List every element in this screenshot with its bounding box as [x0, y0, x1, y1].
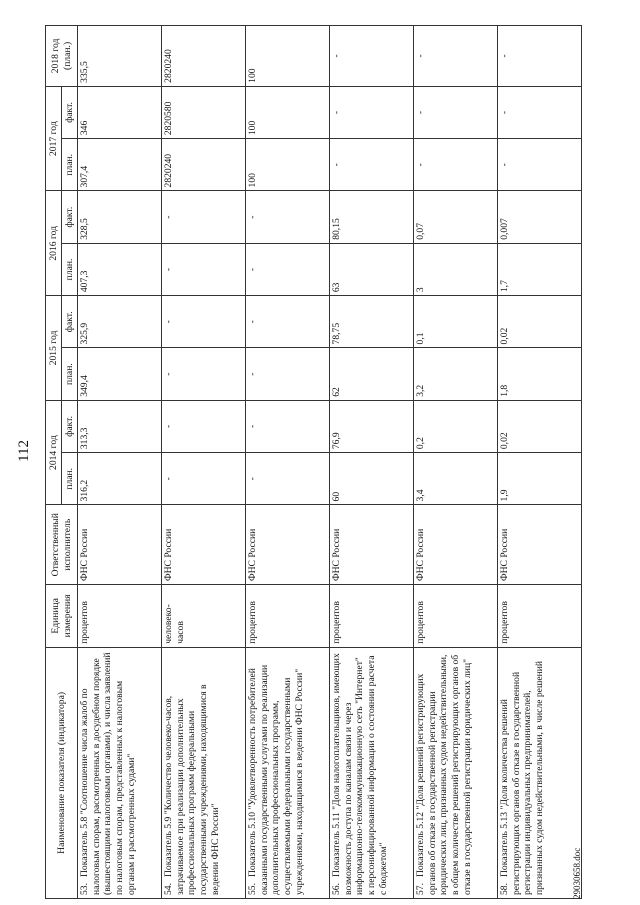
responsible-cell: ФНС России — [162, 505, 246, 585]
value-2016-fact: - — [246, 191, 330, 243]
responsible-cell: ФНС России — [246, 505, 330, 585]
value-2014-plan: - — [246, 453, 330, 505]
indicator-name — [414, 647, 498, 898]
unit-cell: процентов — [246, 584, 330, 647]
indicator-text: Показатель 5.13 "Доля количества решений регистрирующих органов об отказе в государственной регистрации индивидуальных предпринимателей, признанных судом недействительными, в числе решений — [499, 661, 546, 895]
value-2017-plan: - — [330, 139, 414, 191]
header-fact: факт. — [62, 296, 78, 348]
value-2014-fact: 313,3 — [78, 400, 162, 452]
value-2015-plan: - — [246, 348, 330, 400]
table-row — [498, 26, 582, 899]
value-2017-plan: - — [498, 139, 582, 191]
value-2014-plan: - — [162, 453, 246, 505]
header-fact: факт. — [62, 191, 78, 243]
header-plan: план. — [62, 453, 78, 505]
unit-cell: процентов — [330, 584, 414, 647]
value-2014-fact: 76,9 — [330, 400, 414, 452]
value-2018-plan: 2820240 — [162, 26, 246, 87]
row-number: 55. — [247, 883, 258, 895]
header-year-2016: 2016 год — [46, 191, 62, 296]
page-number: 112 — [16, 440, 32, 462]
value-2018-plan: - — [330, 26, 414, 87]
header-fact: факт. — [62, 86, 78, 138]
value-2015-plan: 1,8 — [498, 348, 582, 400]
responsible-cell: ФНС России — [414, 505, 498, 585]
value-2014-plan: 1,9 — [498, 453, 582, 505]
value-2016-fact: 80,15 — [330, 191, 414, 243]
value-2015-plan: 349,4 — [78, 348, 162, 400]
value-2016-plan: - — [162, 243, 246, 295]
table-row — [78, 26, 162, 899]
value-2016-plan: 1,7 — [498, 243, 582, 295]
row-number: 54. — [163, 883, 174, 895]
indicator-text: Показатель 5.11 "Доля налогоплательщиков, имеющих возможность доступа по каналам связи и через информационно-телекоммуникационную сеть "Интернет" к персонифицированной информации о состоянии расчета с бюджетом" — [331, 653, 389, 895]
unit-cell: процентов — [78, 584, 162, 647]
value-2014-fact: 0,02 — [498, 400, 582, 452]
value-2017-plan: 2820240 — [162, 139, 246, 191]
table-row — [330, 26, 414, 899]
value-2015-fact: 78,75 — [330, 296, 414, 348]
value-2014-plan: 60 — [330, 453, 414, 505]
unit-cell: процентов — [414, 584, 498, 647]
value-2016-fact: 328,5 — [78, 191, 162, 243]
value-2017-plan: 307,4 — [78, 139, 162, 191]
value-2017-fact: - — [498, 86, 582, 138]
value-2015-fact: - — [246, 296, 330, 348]
header-unit: Единица измерения — [46, 584, 78, 647]
value-2018-plan: - — [414, 26, 498, 87]
indicator-name — [498, 647, 582, 898]
indicators-table — [45, 25, 582, 899]
header-responsible: Ответственный исполнитель — [46, 505, 78, 585]
value-2018-plan: 100 — [246, 26, 330, 87]
value-2017-fact: - — [414, 86, 498, 138]
indicator-name — [162, 647, 246, 898]
indicator-name — [78, 647, 162, 898]
header-name: Наименование показателя (индикатора) — [46, 647, 78, 898]
header-fact: факт. — [62, 400, 78, 452]
value-2014-fact: - — [246, 400, 330, 452]
indicator-name — [330, 647, 414, 898]
file-name-footer: 29030658.doc — [572, 847, 582, 899]
header-year-2015: 2015 год — [46, 296, 62, 401]
value-2014-fact: 0,2 — [414, 400, 498, 452]
row-number: 57. — [415, 883, 426, 895]
value-2015-plan: 3,2 — [414, 348, 498, 400]
indicator-text: Показатель 5.12 "Доля решений регистрирующих органов об отказе в государственной регистрации юридических лиц, признанных судом недействительными, в общем количестве решений регистрирующих органов об отказе в государственной регистрации юридических лиц" — [415, 654, 473, 895]
value-2015-fact: 325,9 — [78, 296, 162, 348]
value-2017-fact: 2820580 — [162, 86, 246, 138]
value-2017-fact: 346 — [78, 86, 162, 138]
value-2014-fact: - — [162, 400, 246, 452]
responsible-cell: ФНС России — [498, 505, 582, 585]
value-2017-fact: - — [330, 86, 414, 138]
value-2018-plan: 335,5 — [78, 26, 162, 87]
value-2015-fact: 0,1 — [414, 296, 498, 348]
indicator-text: Показатель 5.9 "Количество человеко-часов, затрачиваемое при реализации дополнительных профессиональных программ федеральными государственными учреждениями, находящимися в ведении ФНС России" — [163, 684, 221, 895]
row-number: 58. — [499, 883, 510, 895]
header-year-2017: 2017 год — [46, 86, 62, 191]
value-2016-plan: 63 — [330, 243, 414, 295]
value-2015-fact: 0,02 — [498, 296, 582, 348]
header-plan: план. — [62, 348, 78, 400]
value-2016-plan: 3 — [414, 243, 498, 295]
row-number: 56. — [331, 883, 342, 895]
value-2016-plan: 407,3 — [78, 243, 162, 295]
header-year-2014: 2014 год — [46, 400, 62, 505]
header-plan: план. — [62, 139, 78, 191]
unit-cell: процентов — [498, 584, 582, 647]
value-2016-fact: 0,007 — [498, 191, 582, 243]
value-2017-plan: 100 — [246, 139, 330, 191]
row-number: 53. — [79, 883, 90, 895]
value-2015-plan: 62 — [330, 348, 414, 400]
header-year-2018: 2018 год (план.) — [46, 26, 78, 87]
value-2016-plan: - — [246, 243, 330, 295]
indicator-text: Показатель 5.10 "Удовлетворенность потребителей оказанными государственными услугами по реализации дополнительных профессиональных программ, осуществляемыми федеральными государственными учреждениями, находящимися в ведении ФНС России" — [247, 664, 305, 895]
indicator-text: Показатель 5.8 "Соотношение числа жалоб по налоговым спорам, рассмотренных в досудебном порядке (вышестоящими налоговыми органами), и числа заявлений по налоговым спорам, представленных к налоговым органам и рассмотренных судами" — [79, 652, 137, 895]
value-2016-fact: 0,07 — [414, 191, 498, 243]
value-2017-fact: 100 — [246, 86, 330, 138]
value-2014-plan: 316,2 — [78, 453, 162, 505]
value-2014-plan: 3,4 — [414, 453, 498, 505]
value-2015-plan: - — [162, 348, 246, 400]
value-2016-fact: - — [162, 191, 246, 243]
table-row — [162, 26, 246, 899]
table-row — [246, 26, 330, 899]
table-row — [414, 26, 498, 899]
unit-cell: человеко-часов — [162, 584, 246, 647]
responsible-cell: ФНС России — [78, 505, 162, 585]
header-plan: план. — [62, 243, 78, 295]
responsible-cell: ФНС России — [330, 505, 414, 585]
indicator-name — [246, 647, 330, 898]
value-2015-fact: - — [162, 296, 246, 348]
value-2017-plan: - — [414, 139, 498, 191]
value-2018-plan: - — [498, 26, 582, 87]
